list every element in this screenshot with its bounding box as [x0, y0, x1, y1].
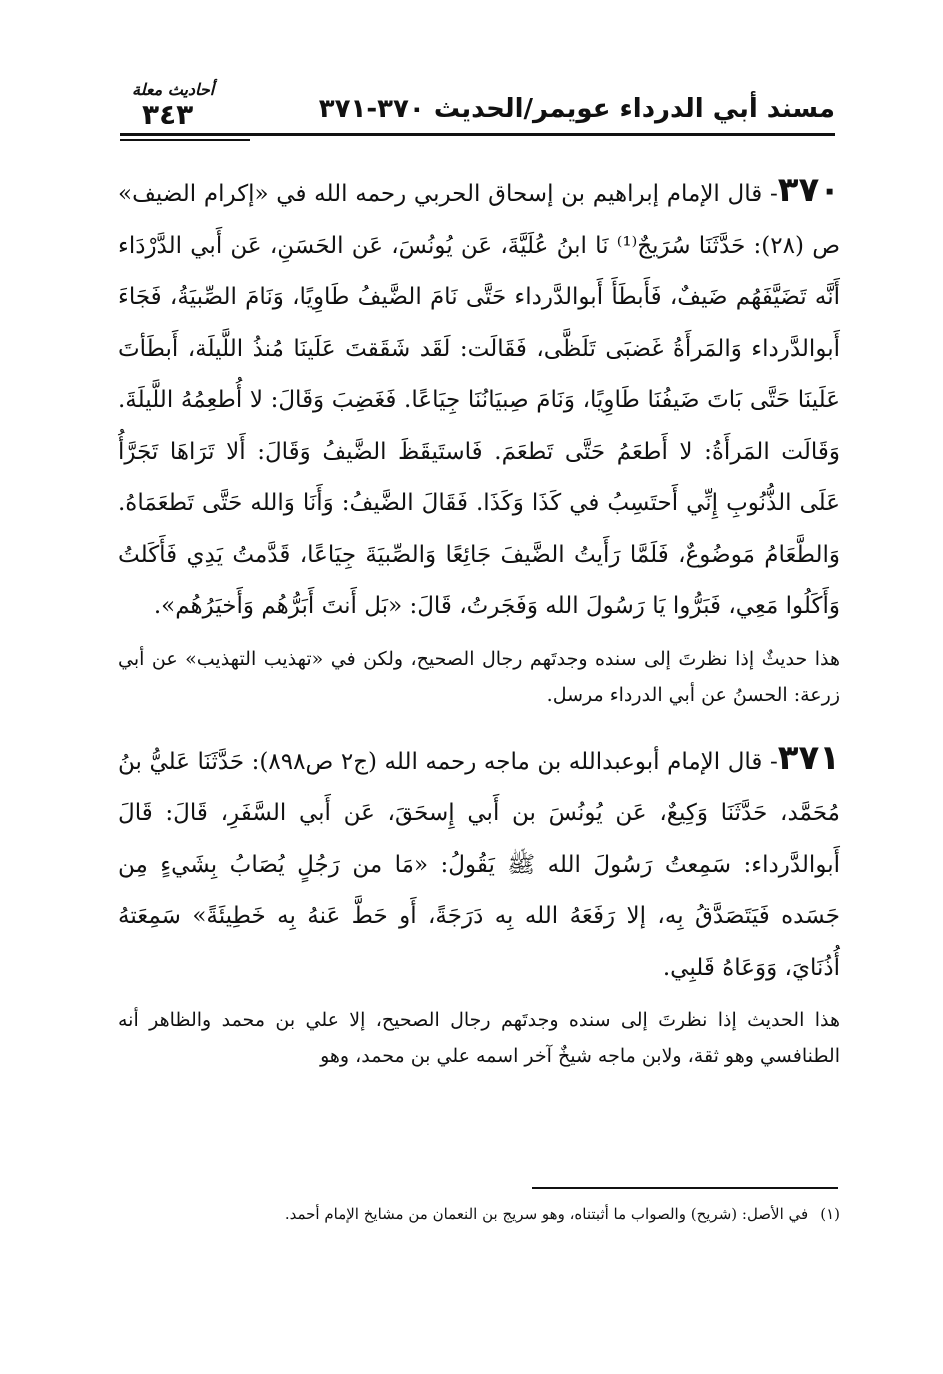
hadith-370-commentary: هذا حديثٌ إذا نظرتَ إلى سنده وجدتَهم رجال الصحيح، ولكن في «تهذيب التهذيب» عن أبي زرعة: الحسنُ عن أبي الدرداء مرسل.: [118, 647, 840, 706]
main-content: [118, 165, 840, 1094]
header-rule-accent: [120, 139, 250, 141]
header-rule: [120, 133, 835, 136]
page-number: ٣٤٣: [142, 98, 194, 131]
running-title: مسند أبي الدرداء عويمر/الحديث ٣٧٠-٣٧١: [318, 94, 835, 124]
footnote-rule: [532, 1187, 838, 1189]
footnote-mark: (١): [820, 1205, 840, 1223]
hadith-text: - قال الإمام إبراهيم بن إسحاق الحربي رحمه الله في «إكرام الضيف» ص (٢٨): حَدَّثَنَا سُرَيجٌ⁽¹⁾ نَا ابنُ عُلَيَّةَ، عَن يُونُسَ، عَن الحَسَنِ، عَن أَبي الدَّرْدَاء أَنَّه تَضَيَّفَهُم ضَيفٌ، فَأَبطَأَ أَبوالدَّرداء حَتَّى نَامَ الضَّيفُ طَاوِيًا، وَنَامَ الصِّبيَةُ، فَجَاءَ أَبوالدَّرداء وَالمَرأَةُ غَضبَى تَلَظَّى، فَقَالَت: لَقَد شَقَقتَ عَلَينَا مُنذُ اللَّيلَة، أَبطَأتَ عَلَينَا حَتَّى بَاتَ ضَيفُنَا طَاوِيًا، وَنَامَ صِبيَانُنَا جِيَاعًا. فَغَضِبَ وَقَالَ: لا أُطعِمُهُ اللَّيلَةَ. وَقَالَت المَرأَةُ: لا أَطعَمُ حَتَّى تَطعَمَ. فَاستَيقَظَ الضَّيفُ وَقَالَ: أَلا تَرَاهَا تَجَرَّأُ عَلَى الذُّنُوبِ إِنِّي أَحتَسِبُ في كَذَا وَكَذَا. فَقَالَ الضَّيفُ: وَأَنَا وَالله حَتَّى تَطعَمَاهُ. وَالطَّعَامُ مَوضُوعٌ، فَلَمَّا رَأَيتُ الضَّيفَ جَائِعًا وَالصِّبيَةَ جِيَاعًا، قَدَّمتُ يَدِي فَأَكَلتُ وَأَكَلُوا مَعِي، فَبَرُّوا يَا رَسُولَ الله وَفَجَرتُ، قَالَ: «بَل أَنتَ أَبَرُّهُم وَأَخيَرُهُم».: [118, 181, 841, 619]
footnote-text: في الأصل: (شريح) والصواب ما أثبتناه، وهو سريج بن النعمان من مشايخ الإمام أحمد.: [284, 1205, 809, 1223]
footnote: [118, 1202, 840, 1226]
hadith-number: ٣٧٠: [777, 170, 840, 210]
hadith-371: [118, 733, 840, 995]
hadith-370: [118, 165, 840, 633]
page-number-block: [112, 80, 252, 146]
hadith-number: ٣٧١: [777, 737, 840, 778]
hadith-text: - قال الإمام أبوعبدالله بن ماجه رحمه الله (ج٢ ص٨٩٨): حَدَّثَنَا عَليُّ بنُ مُحَمَّد، حَدَّثَنَا وَكِيعٌ، عَن يُونُسَ بن أَبي إِسحَقَ، عَن أَبي السَّفَرِ، قَالَ: قَالَ أَبوالدَّرداء: سَمِعتُ رَسُولَ الله ﷺ يَقُولُ: «مَا من رَجُلٍ يُصَابُ بِشَيءٍ مِن جَسَده فَيَتَصَدَّقُ بِه، إلا رَفَعَهُ الله بِه دَرَجَةً، أَو حَطَّ عَنهُ بِه خَطِيئَةً» سَمِعَتهُ أُذُنَايَ، وَوَعَاهُ قَلبِي.: [118, 748, 840, 981]
page-note: أحاديث معلة: [132, 80, 215, 99]
hadith-371-commentary: هذا الحديث إذا نظرتَ إلى سنده وجدتَهم رجال الصحيح، إلا علي بن محمد والظاهر أنه الطنافسي وهو ثقة، ولابن ماجه شيخٌ آخر اسمه علي بن محمد، وهو: [118, 1009, 840, 1067]
